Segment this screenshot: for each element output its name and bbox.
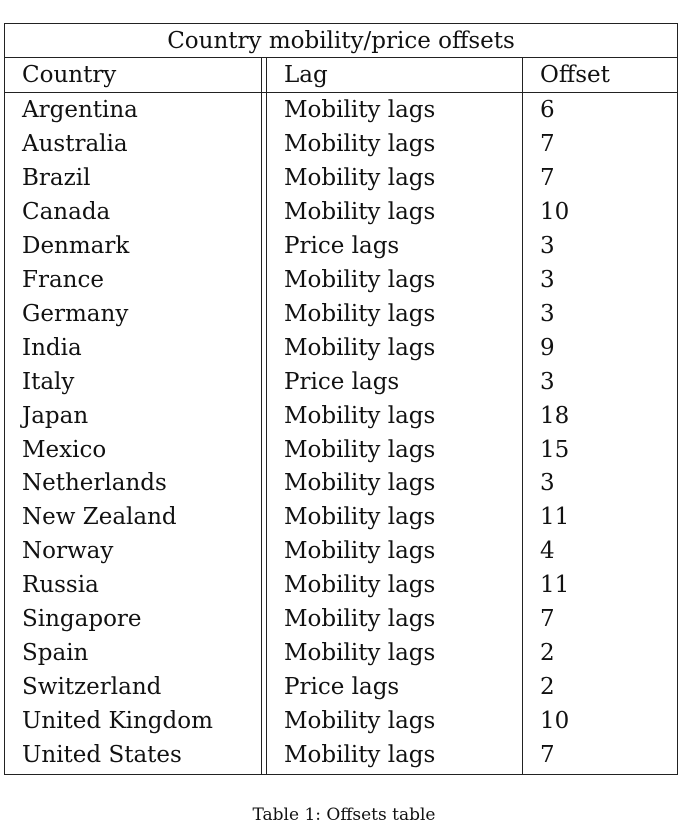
table-row: [5, 195, 677, 229]
cell-lag: Mobility lags: [284, 640, 436, 667]
cell-country: Australia: [22, 130, 128, 157]
cell-offset: 2: [540, 640, 555, 667]
cell-country: Canada: [22, 198, 111, 225]
cell-country: United Kingdom: [22, 708, 213, 735]
cell-country: Italy: [22, 368, 75, 395]
header-country: Country: [22, 62, 117, 88]
table-row: [5, 263, 677, 297]
cell-offset: 3: [540, 300, 555, 327]
cell-country: Germany: [22, 300, 129, 327]
cell-lag: Price lags: [284, 674, 400, 701]
cell-offset: 10: [540, 708, 570, 735]
cell-lag: Price lags: [284, 232, 400, 259]
cell-lag: Mobility lags: [284, 130, 436, 157]
cell-offset: 7: [540, 130, 555, 157]
cell-lag: Mobility lags: [284, 402, 436, 429]
cell-offset: 9: [540, 334, 555, 361]
offsets-table: [4, 23, 678, 775]
cell-lag: Mobility lags: [284, 606, 436, 633]
cell-lag: Mobility lags: [284, 572, 436, 599]
cell-country: India: [22, 334, 82, 361]
cell-lag: Mobility lags: [284, 266, 436, 293]
cell-offset: 2: [540, 674, 555, 701]
cell-offset: 18: [540, 402, 570, 429]
cell-lag: Mobility lags: [284, 334, 436, 361]
cell-country: Spain: [22, 640, 89, 667]
table-row: [5, 433, 677, 467]
cell-offset: 3: [540, 470, 555, 497]
cell-lag: Mobility lags: [284, 198, 436, 225]
cell-country: Brazil: [22, 164, 91, 191]
cell-lag: Mobility lags: [284, 708, 436, 735]
header-lag: Lag: [284, 62, 328, 88]
cell-country: Denmark: [22, 232, 130, 259]
cell-lag: Mobility lags: [284, 538, 436, 565]
cell-lag: Price lags: [284, 368, 400, 395]
cell-lag: Mobility lags: [284, 164, 436, 191]
cell-offset: 4: [540, 538, 555, 565]
table-header-row: [5, 58, 677, 93]
cell-lag: Mobility lags: [284, 300, 436, 327]
cell-country: Netherlands: [22, 470, 167, 497]
table-row: [5, 331, 677, 365]
table-row: [5, 161, 677, 195]
cell-country: New Zealand: [22, 504, 177, 531]
cell-country: Mexico: [22, 436, 107, 463]
cell-lag: Mobility lags: [284, 97, 436, 123]
table-row: [5, 229, 677, 263]
cell-offset: 10: [540, 198, 570, 225]
table-row: [5, 636, 677, 670]
cell-lag: Mobility lags: [284, 742, 436, 769]
table-row: [5, 534, 677, 568]
table-row: [5, 568, 677, 602]
cell-lag: Mobility lags: [284, 504, 436, 531]
cell-country: Argentina: [22, 97, 138, 123]
cell-offset: 3: [540, 232, 555, 259]
table-title: Country mobility/price offsets: [5, 24, 677, 58]
cell-offset: 7: [540, 164, 555, 191]
cell-country: France: [22, 266, 104, 293]
cell-lag: Mobility lags: [284, 436, 436, 463]
cell-offset: 3: [540, 266, 555, 293]
cell-country: Singapore: [22, 606, 142, 633]
table-row: [5, 399, 677, 433]
table-row: [5, 670, 677, 704]
table-caption: Table 1: Offsets table: [252, 805, 436, 825]
cell-country: Norway: [22, 538, 114, 565]
table-row: [5, 297, 677, 331]
table-row: [5, 704, 677, 738]
table-row: [5, 500, 677, 534]
cell-country: Japan: [22, 402, 89, 429]
cell-country: Switzerland: [22, 674, 162, 701]
cell-country: Russia: [22, 572, 99, 599]
table-row: [5, 466, 677, 500]
cell-offset: 15: [540, 436, 570, 463]
cell-offset: 6: [540, 97, 555, 123]
table-row: [5, 93, 677, 127]
cell-offset: 3: [540, 368, 555, 395]
table-row: [5, 738, 677, 772]
table-row: [5, 365, 677, 399]
cell-country: United States: [22, 742, 182, 769]
table-row: [5, 127, 677, 161]
cell-lag: Mobility lags: [284, 470, 436, 497]
cell-offset: 7: [540, 742, 555, 769]
cell-offset: 11: [540, 504, 570, 531]
header-offset: Offset: [540, 62, 610, 88]
cell-offset: 11: [540, 572, 570, 599]
cell-offset: 7: [540, 606, 555, 633]
table-row: [5, 602, 677, 636]
